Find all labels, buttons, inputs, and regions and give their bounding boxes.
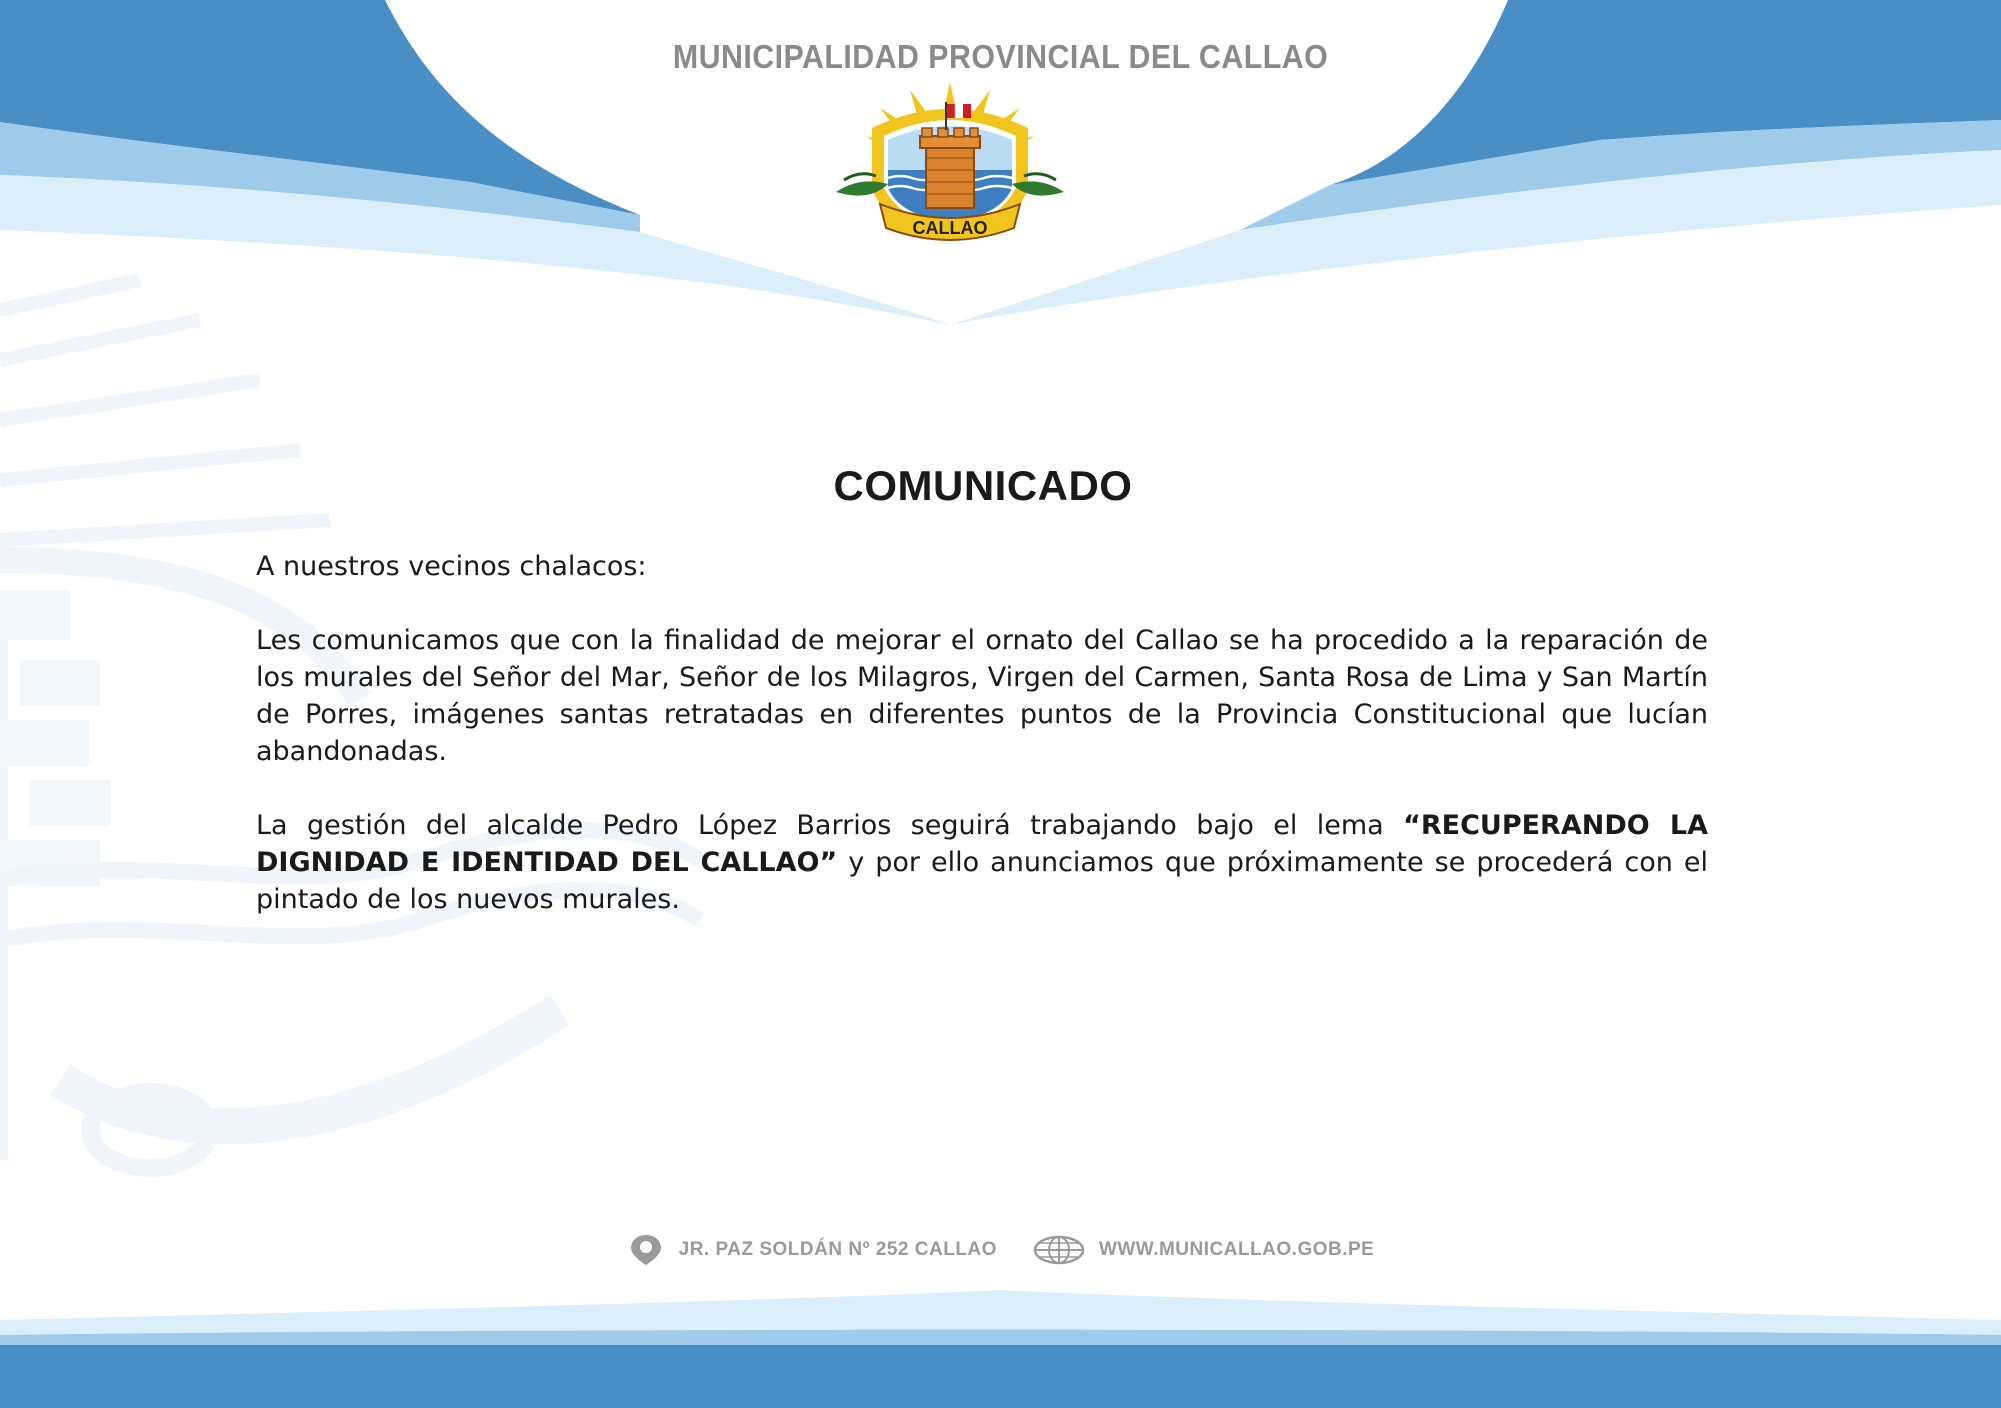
callao-crest-logo — [830, 80, 1070, 250]
footer-address — [627, 1233, 997, 1267]
greeting: A nuestros vecinos chalacos: — [256, 551, 647, 582]
website-link[interactable]: WWW.MUNICALLAO.GOB.PE — [1098, 1239, 1375, 1260]
location-pin-icon — [627, 1233, 665, 1267]
organization-name: MUNICIPALIDAD PROVINCIAL DEL CALLAO — [672, 38, 1329, 75]
globe-icon — [1033, 1235, 1085, 1265]
paragraph-2-end: y por ello anunciamos que próximamente se procederá con el pintado de los nuevos murales. — [256, 847, 1708, 915]
address-text: JR. PAZ SOLDÁN Nº 252 CALLAO — [678, 1239, 997, 1260]
paragraph-1: Les comunicamos que con la finalidad de mejorar el ornato del Callao se ha procedido a la reparación de los murales del Señor del Mar, Señor de los Milagros, Virgen del Carmen, Santa Rosa de Lima y San Martín de Porres, imágenes santas retratadas en diferentes puntos de la Provincia Constitucional que lucían abandonadas. — [256, 625, 1708, 767]
paragraph-2 — [256, 807, 1708, 918]
footer-contact — [0, 1232, 2001, 1268]
footer-website[interactable] — [1033, 1235, 1374, 1265]
paragraph-2-start: La gestión del alcalde Pedro López Barrios seguirá trabajando bajo el lema — [256, 810, 1404, 841]
slogan: “RECUPERANDO LA DIGNIDAD E IDENTIDAD DEL CALLAO” — [256, 810, 1708, 878]
document-title: COMUNICADO — [833, 462, 1133, 509]
document-body — [256, 548, 1708, 955]
crest-label: CALLAO — [912, 218, 988, 238]
